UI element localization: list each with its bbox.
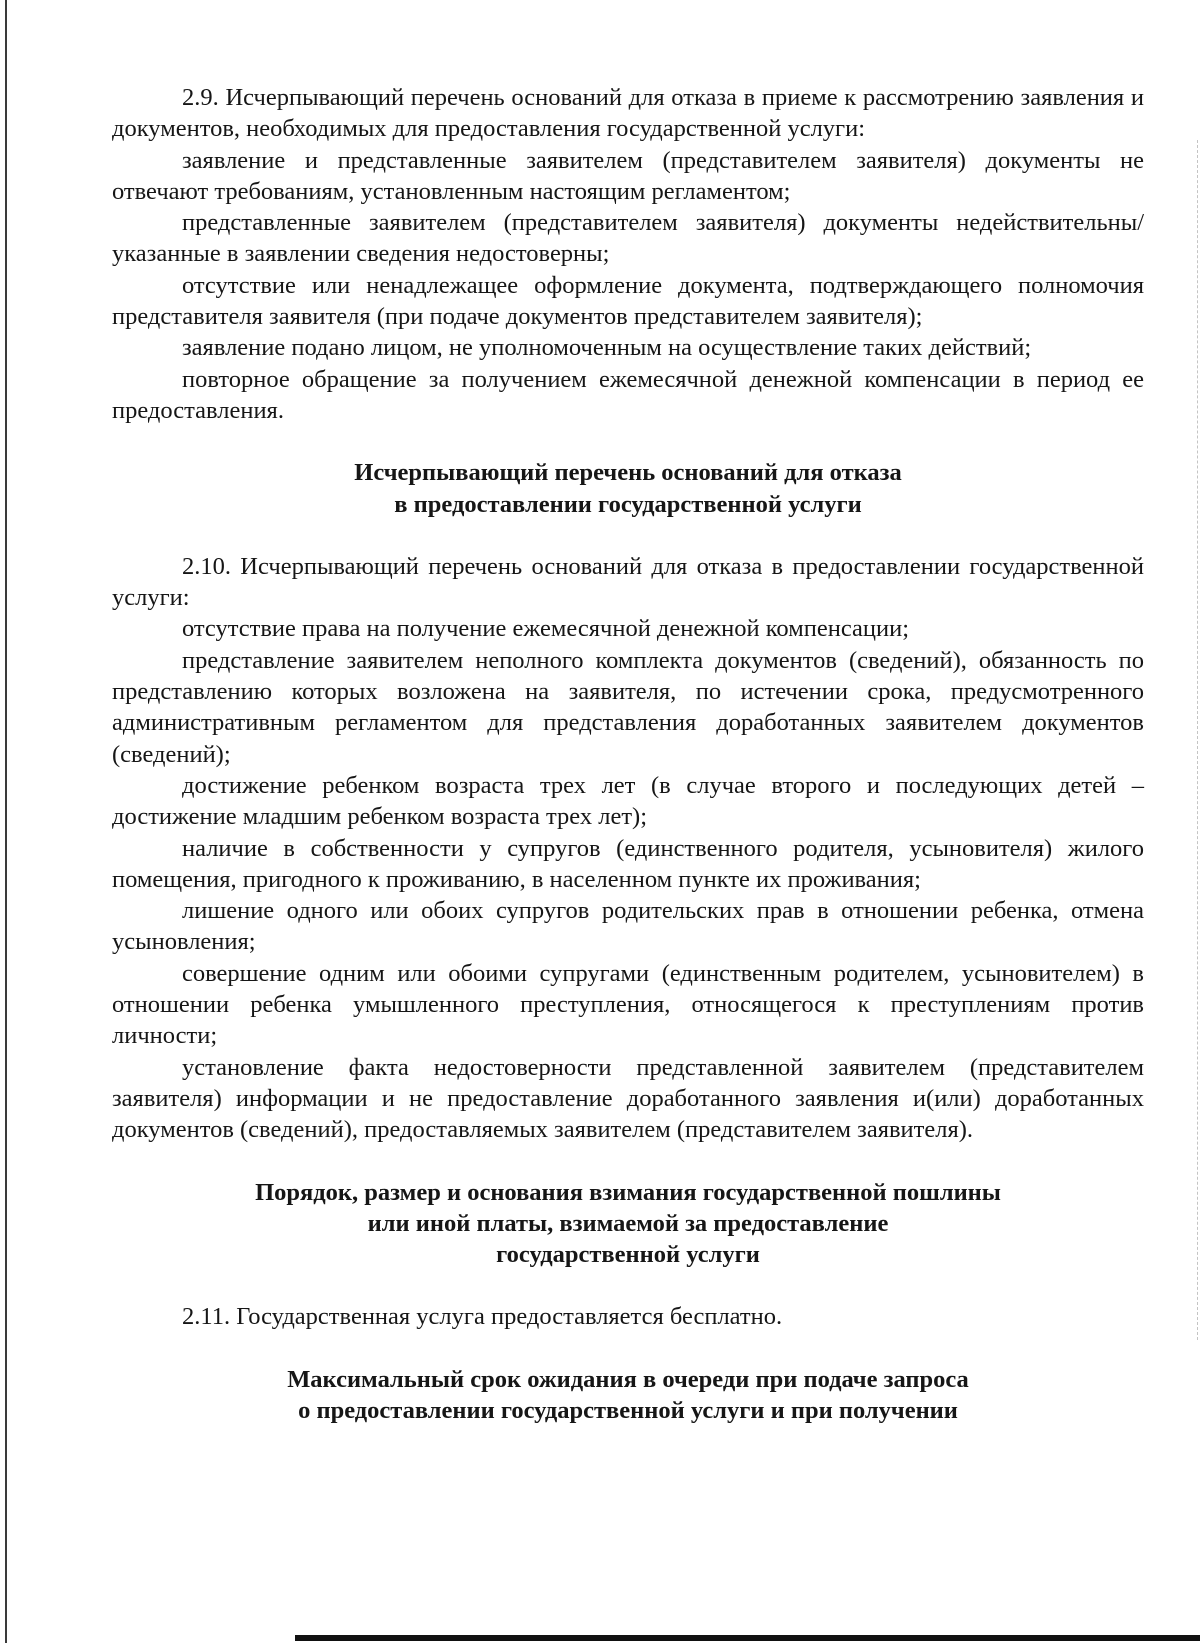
paragraph-2-10-item: лишение одного или обоих супругов родительских прав в отношении ребенка, отмена усыновления; [112, 897, 1144, 956]
paragraph-2-10-item: наличие в собственности у супругов (единственного родителя, усыновителя) жилого помещения, пригодного к проживанию, в населенном пункте их проживания; [112, 834, 1144, 893]
section-heading-refusal: Исчерпывающий перечень оснований для отказа в предоставлении государственной услуги [354, 459, 902, 518]
paragraph-2-10-item: совершение одним или обоими супругами (единственным родителем, усыновителем) в отношении ребенка умышленного преступления, относящегося к преступлениям против личности; [112, 959, 1144, 1050]
scan-bottom-edge [295, 1635, 1200, 1641]
document-text [112, 82, 1144, 1426]
section-heading-queue: Максимальный срок ожидания в очереди при подаче запроса о предоставлении государственной услуги и при получении [287, 1365, 969, 1424]
paragraph-2-9-item: отсутствие или ненадлежащее оформление документа, подтверждающего полномочия представителя заявителя (при подаче документов представителем заявителя); [112, 271, 1144, 331]
paragraph-2-9-item: заявление и представленные заявителем (представителем заявителя) документы не отвечают требованиям, установленным настоящим регламентом; [112, 146, 1144, 205]
section-heading-fee: Порядок, размер и основания взимания государственной пошлины или иной платы, взимаемой за предоставление государственной услуги [255, 1178, 1001, 1269]
paragraph-2-9-intro: 2.9. Исчерпывающий перечень оснований для отказа в приеме к рассмотрению заявления и документов, необходимых для предоставления государственной услуги: [112, 84, 1144, 143]
paragraph-2-10-intro: 2.10. Исчерпывающий перечень оснований для отказа в предоставлении государственной услуги: [112, 552, 1144, 612]
scan-left-edge [5, 0, 7, 1643]
paragraph-2-10-item: установление факта недостоверности представленной заявителем (представителем заявителя) информации и не предоставление доработанного заявления и(или) доработанных документов (сведений), предоставляемых заявителем (представителем заявителя). [112, 1053, 1144, 1144]
paragraph-2-10-item: отсутствие права на получение ежемесячной денежной компенсации; [182, 615, 910, 643]
paragraph-2-9-item: заявление подано лицом, не уполномоченным на осуществление таких действий; [182, 334, 1032, 362]
paragraph-2-10-item: представление заявителем неполного комплекта документов (сведений), обязанность по представлению которых возложена на заявителя, по истечении срока, предусмотренного административным регламентом для представления доработанных заявителем документов (сведений); [112, 646, 1144, 768]
paragraph-2-9-item: повторное обращение за получением ежемесячной денежной компенсации в период ее предоставления. [112, 365, 1144, 424]
scan-right-edge-marks [1196, 140, 1198, 1340]
paragraph-2-11: 2.11. Государственная услуга предоставляется бесплатно. [182, 1303, 783, 1331]
paragraph-2-10-item: достижение ребенком возраста трех лет (в случае второго и последующих детей – достижение младшим ребенком возраста трех лет); [112, 771, 1144, 831]
paragraph-2-9-item: представленные заявителем (представителем заявителя) документы недействительны/указанные в заявлении сведения недостоверны; [112, 209, 1144, 268]
